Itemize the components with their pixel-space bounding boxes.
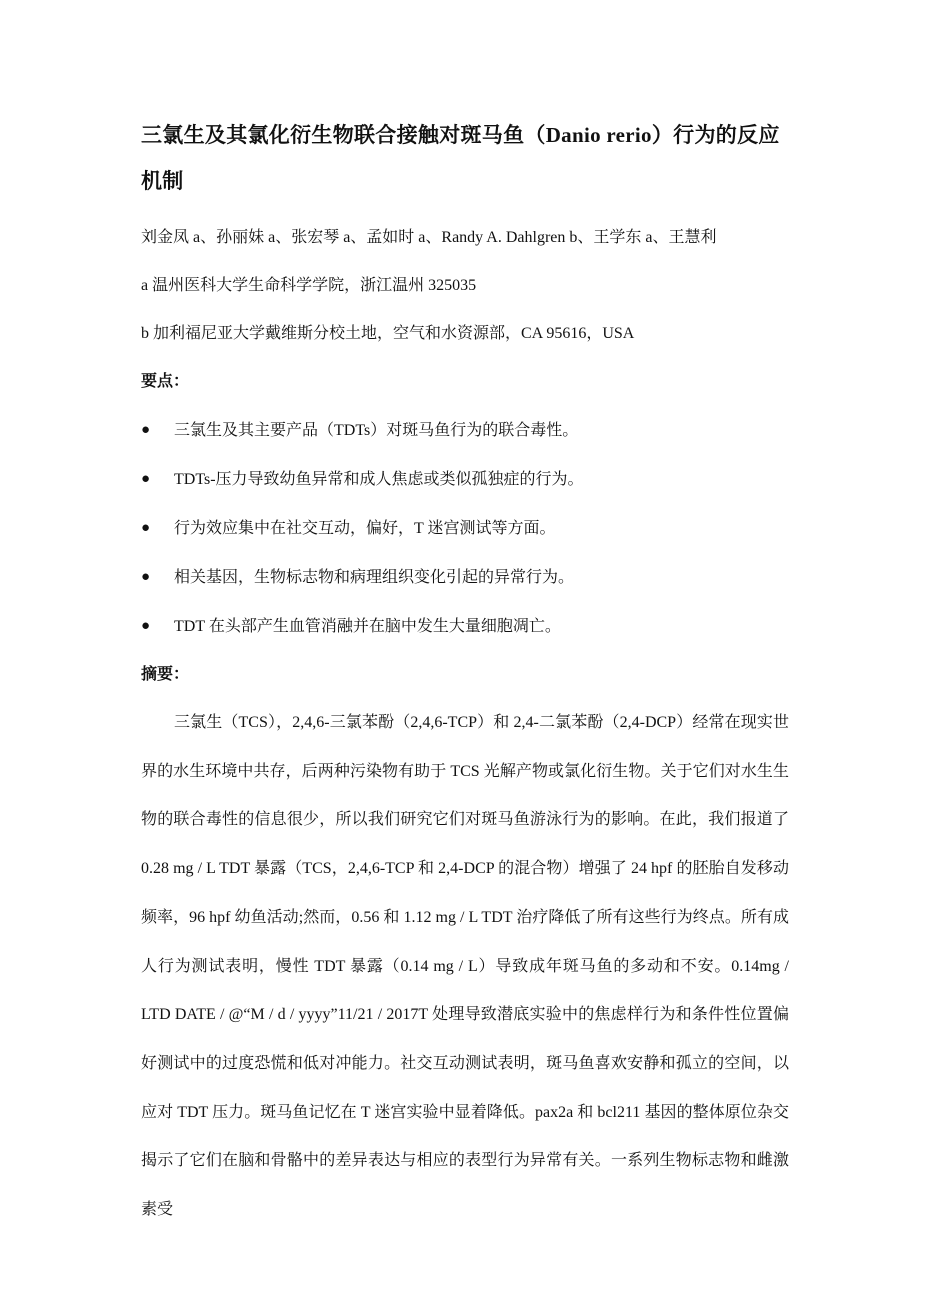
highlight-text: 行为效应集中在社交互动，偏好，T 迷宫测试等方面。 xyxy=(174,520,556,537)
highlight-item xyxy=(141,553,789,602)
highlight-item xyxy=(141,455,789,504)
highlight-text: 相关基因，生物标志物和病理组织变化引起的异常行为。 xyxy=(174,569,575,586)
abstract-heading: 摘要： xyxy=(141,666,190,683)
affiliation-b: b 加利福尼亚大学戴维斯分校土地，空气和水资源部，CA 95616，USA xyxy=(141,325,635,342)
highlight-text: TDT 在头部产生血管消融并在脑中发生大量细胞凋亡。 xyxy=(174,618,561,635)
abstract-body: 三氯生（TCS），2,4,6-三氯苯酚（2,4,6-TCP）和 2,4-二氯苯酚（2,4-DCP）经常在现实世界的水生环境中共存，后两种污染物有助于 TCS 光解产物或氯化衍生物。关于它们对水生生物的联合毒性的信息很少，所以我们研究它们对斑马鱼游泳行为的影响。在此，我们报道了 0.28 mg / L TDT 暴露（TCS，2,4,6-TCP 和 2,4-DCP 的混合物）增强了 24 hpf 的胚胎自发移动频率，96 hpf 幼鱼活动;然而，0.56 和 1.12 mg / L TDT 治疗降低了所有这些行为终点。所有成人行为测试表明，慢性 TDT 暴露（0.14 mg / L）导致成年斑马鱼的多动和不安。0.14mg / LTD DATE / @“M / d / yyyy”11/21 / 2017T 处理导致潜底实验中的焦虑样行为和条件性位置偏好测试中的过度恐慌和低对冲能力。社交互动测试表明，斑马鱼喜欢安静和孤立的空间，以应对 TDT 压力。斑马鱼记忆在 T 迷宫实验中显着降低。pax2a 和 bcl211 基因的整体原位杂交揭示了它们在脑和骨骼中的差异表达与相应的表型行为异常有关。一系列生物标志物和雌激素受 xyxy=(141,714,789,1219)
highlight-item xyxy=(141,602,789,651)
bullet-icon: ● xyxy=(141,520,151,536)
highlight-item xyxy=(141,504,789,553)
bullet-icon: ● xyxy=(141,569,151,585)
bullet-icon: ● xyxy=(141,422,151,438)
paper-title: 三氯生及其氯化衍生物联合接触对斑马鱼（Danio rerio）行为的反应机制 xyxy=(141,123,780,193)
highlight-text: TDTs-压力导致幼鱼异常和成人焦虑或类似孤独症的行为。 xyxy=(174,471,584,488)
highlights-list xyxy=(141,406,789,651)
highlight-text: 三氯生及其主要产品（TDTs）对斑马鱼行为的联合毒性。 xyxy=(174,422,579,439)
affiliation-a: a 温州医科大学生命科学学院，浙江温州 325035 xyxy=(141,277,477,294)
highlight-item xyxy=(141,406,789,455)
bullet-icon: ● xyxy=(141,618,151,634)
highlights-heading: 要点： xyxy=(141,373,190,390)
paper-page xyxy=(141,112,789,1235)
author-list: 刘金凤 a、孙丽妹 a、张宏琴 a、孟如时 a、Randy A. Dahlgren b、王学东 a、王慧利 xyxy=(141,229,717,246)
bullet-icon: ● xyxy=(141,471,151,487)
